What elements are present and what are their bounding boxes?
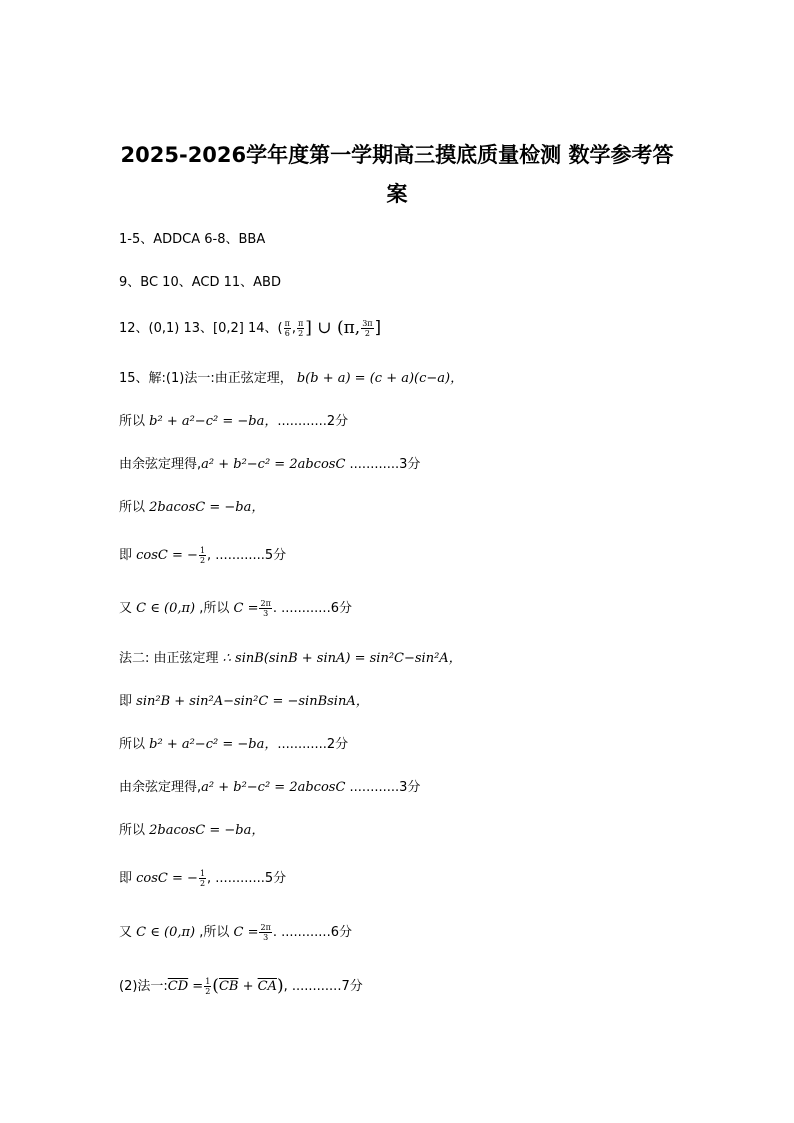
score-marker: . ............6分 [272,601,352,616]
answer-line-mc-2: 9、BC 10、ACD 11、ABD [119,275,281,290]
document-title: 2025-2026学年度第一学期高三摸底质量检测 数学参考答 [120,143,674,167]
fraction-1-2: $\frac{1}{2}$ [205,977,211,996]
vector-ca: $\overline{CA}$ [257,979,277,994]
solution-text: 法二: 由正弦定理 [119,651,219,666]
score-marker: ............3分 [345,457,421,472]
math-expression: C ∈ (0,π) [136,601,196,616]
math-expression: ∴ sinB(sinB + sinA) = sin²C−sin²A， [222,651,462,666]
solution-text: 15、解:(1)法一:由正弦定理， [119,371,293,386]
solution-line [119,692,369,712]
solution-line [119,412,348,432]
score-marker: ............2分 [277,414,349,429]
answer-line-mc-1: 1-5、ADDCA 6-8、BBA [119,232,266,247]
math-expression: b(b + a) = (c + a)(c−a)， [296,371,464,386]
interval-union: ] ∪ (π, [305,318,361,338]
solution-text: 由余弦定理得, [119,780,202,795]
solution-text: 由余弦定理得, [119,457,202,472]
fraction-3pi-2: $\frac{3\pi}{2}$ [362,319,373,338]
solution-line [119,735,348,755]
plus-sign: + [238,979,258,994]
solution-text: 所以 [119,737,146,752]
solution-text: 又 [119,601,133,616]
solution-text: 即 [119,548,133,563]
solution-text: 即 [119,694,133,709]
solution-line [119,821,264,841]
math-expression: cosC = − [136,548,198,563]
solution-line [119,869,286,889]
math-expression: cosC = − [136,871,198,886]
solution-line [119,369,463,389]
answer-line-fill: 12、(0,1) 13、[0,2] 14、( $\frac{\pi}{6}$ , $\frac{\pi}{2}$ ] ∪ (π, $\frac{3\pi}{2}$ ] [119,318,382,338]
score-marker: , ............5分 [207,548,287,563]
solution-line [119,778,420,798]
interval-close: ] [374,318,382,338]
vector-cd: $\overline{CD}$ [167,979,189,994]
math-expression: 2bacosC = −ba， [149,500,265,515]
score-marker: ............3分 [345,780,421,795]
fraction-2pi-3: $\frac{2\pi}{3}$ [260,923,271,942]
paren-close: ) [276,976,284,996]
solution-text: 又 [119,925,133,940]
score-marker: ............2分 [277,737,349,752]
math-expression: a² + b²−c² = 2abcosC [201,457,346,472]
solution-line [119,923,352,943]
math-expression: sin²B + sin²A−sin²C = −sinBsinA， [136,694,369,709]
paren-open: ( [212,976,219,996]
document-title-continued: 案 [386,182,408,206]
score-marker: . ............6分 [272,925,352,940]
solution-line [119,498,264,518]
fraction-1-2: $\frac{1}{2}$ [199,546,206,565]
score-marker: , ............5分 [207,871,287,886]
math-expression: 2bacosC = −ba， [149,823,265,838]
math-expression: a² + b²−c² = 2abcosC [201,780,346,795]
fraction-pi-2: $\frac{\pi}{2}$ [298,319,304,338]
score-marker: , ............7分 [283,979,363,994]
math-expression: C ∈ (0,π) [136,925,196,940]
solution-line [119,455,420,475]
solution-line [119,649,462,669]
solution-text: 所以 [119,500,146,515]
math-expression: C = [233,601,259,616]
math-expression: b² + a²−c² = −ba， [149,414,278,429]
equals-sign: = [188,979,204,994]
solution-text: 所以 [119,823,146,838]
fill-answers-prefix: 12、(0,1) 13、[0,2] 14、( [119,321,283,336]
solution-line [119,976,363,997]
fraction-2pi-3: $\frac{2\pi}{3}$ [260,599,271,618]
solution-text: ,所以 [195,601,230,616]
solution-text: 所以 [119,414,146,429]
solution-text: (2)法一: [119,979,168,994]
solution-text: ,所以 [195,925,230,940]
vector-cb: $\overline{CB}$ [218,979,239,994]
solution-line [119,599,352,619]
fraction-pi-6: $\frac{\pi}{6}$ [284,319,290,338]
solution-text: 即 [119,871,133,886]
solution-line [119,546,286,566]
fraction-1-2: $\frac{1}{2}$ [199,869,206,888]
math-expression: b² + a²−c² = −ba， [149,737,278,752]
math-expression: C = [233,925,259,940]
